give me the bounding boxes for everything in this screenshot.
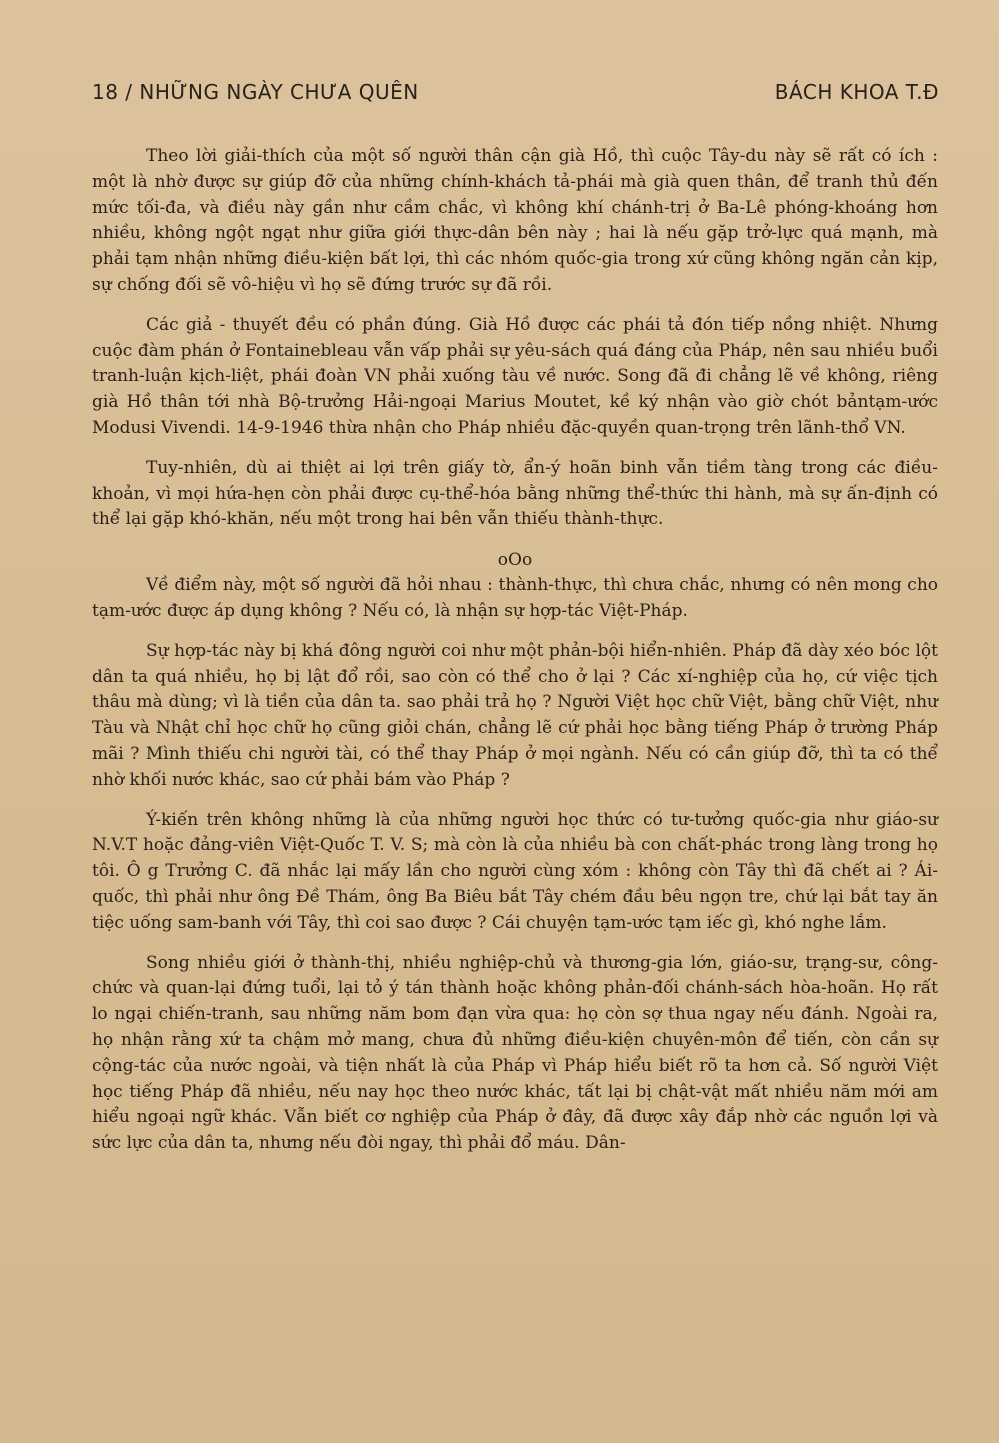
- publication-name: BÁCH KHOA T.Đ: [774, 80, 939, 104]
- paragraph-7: Song nhiều giới ở thành-thị, nhiều nghiệp-chủ và thương-gia lớn, giáo-sư, trạng-sư, công-chức và quan-lại đứng tuổi, lại tỏ ý tán thành hoặc không phản-đối chánh-sách hòa-hoãn. Họ rất lo ngại chiến-tranh, sau những năm bom đạn vừa qua: họ còn sợ thua ngay nếu đánh. Ngoài ra, họ nhận rằng xứ ta chậm mở mang, chưa đủ những điều-kiện chuyên-môn để tiến, còn cần sự cộng-tác của nước ngoài, và tiện nhất là của Pháp vì Pháp hiểu biết rõ ta hơn cả. Số người Việt học tiếng Pháp đã nhiều, nếu nay học theo nước khác, tất lại bị chật-vật mất nhiều năm mới am hiểu ngoại ngữ khác. Vẫn biết cơ nghiệp của Pháp ở đây, đã được xây đắp nhờ các nguồn lợi và sức lực của dân ta, nhưng nếu đòi ngay, thì phải đổ máu. Dân-: [92, 952, 938, 1154]
- paragraph-6: Ý-kiến trên không những là của những người học thức có tư-tưởng quốc-gia như giáo-sư N.V.T hoặc đảng-viên Việt-Quốc T. V. S; mà còn là của nhiều bà con chất-phác trong làng trong họ tôi. Ô g Trưởng C. đã nhắc lại mấy lần cho người cùng xóm : không còn Tây thì đã chết ai ? Ái-quốc, thì phải như ông Đề Thám, ông Ba Biêu bắt Tây chém đầu bêu ngọn tre, chứ lại bắt tay ăn tiệc uống sam-banh với Tây, thì coi sao được ? Cái chuyện tạm-ước tạm iếc gì, khó nghe lắm.: [92, 809, 938, 933]
- paragraph-3: Tuy-nhiên, dù ai thiệt ai lợi trên giấy tờ, ẩn-ý hoãn binh vẫn tiềm tàng trong các điều-khoản, vì mọi hứa-hẹn còn phải được cụ-thể-hóa bằng những thể-thức thi hành, mà sự ấn-định có thể lại gặp khó-khăn, nếu một trong hai bên vẫn thiếu thành-thực.: [92, 457, 938, 530]
- paragraph-2: Các giả - thuyết đều có phần đúng. Già Hồ được các phái tả đón tiếp nồng nhiệt. Nhưng cuộc đàm phán ở Fontainebleau vẫn vấp phải sự yêu-sách quá đáng của Pháp, nên sau nhiều buổi tranh-luận kịch-liệt, phái đoàn VN phải xuống tàu về nước. Song đã đi chẳng lẽ về không, riêng già Hồ thân tới nhà Bộ-trưởng Hải-ngoại Marius Moutet, kề ký nhận vào giờ chót bảntạm-ước Modusi Vivendi. 14-9-1946 thừa nhận cho Pháp nhiều đặc-quyền quan-trọng trên lãnh-thổ VN.: [92, 314, 938, 438]
- paragraph-1: Theo lời giải-thích của một số người thân cận già Hồ, thì cuộc Tây-du này sẽ rất có ích : một là nhờ được sự giúp đỡ của những chính-khách tả-phái mà già quen thân, để tranh thủ đến mức tối-đa, và điều này gần như cầm chắc, vì không khí chánh-trị ở Ba-Lê phóng-khoáng hơn nhiều, không ngột ngạt như giữa giới thực-dân bên này ; hai là nếu gặp trở-lực quá mạnh, mà phải tạm nhận những điều-kiện bất lợi, thì các nhóm quốc-gia trong xứ cũng không ngăn cản kịp, sự chống đối sẽ vô-hiệu vì họ sẽ đứng trước sự đã rồi.: [92, 146, 938, 295]
- paragraph-4: Về điểm này, một số người đã hỏi nhau : thành-thực, thì chưa chắc, nhưng có nên mong cho tạm-ước được áp dụng không ? Nếu có, là nhận sự hợp-tác Việt-Pháp.: [92, 575, 938, 621]
- section-separator: oOo: [497, 550, 533, 571]
- page-header: [92, 80, 939, 110]
- page-number-and-title: 18 / NHỮNG NGÀY CHƯA QUÊN: [92, 80, 419, 104]
- body-text: [92, 144, 938, 1171]
- paragraph-5: Sự hợp-tác này bị khá đông người coi như một phản-bội hiển-nhiên. Pháp đã dày xéo bóc lột dân ta quá nhiều, họ bị lật đổ rồi, sao còn có thể cho ở lại ? Các xí-nghiệp của họ, cứ việc tịch thâu mà dùng; vì là tiền của dân ta. sao phải trả họ ? Người Việt học chữ Việt, bằng chữ Việt, như Tàu và Nhật chỉ học chữ họ cũng giỏi chán, chẳng lẽ cứ phải học bằng tiếng Pháp ở trường Pháp mãi ? Mình thiếu chi người tài, có thể thay Pháp ở mọi ngành. Nếu có cần giúp đỡ, thì ta có thể nhờ khối nước khác, sao cứ phải bám vào Pháp ?: [92, 640, 938, 790]
